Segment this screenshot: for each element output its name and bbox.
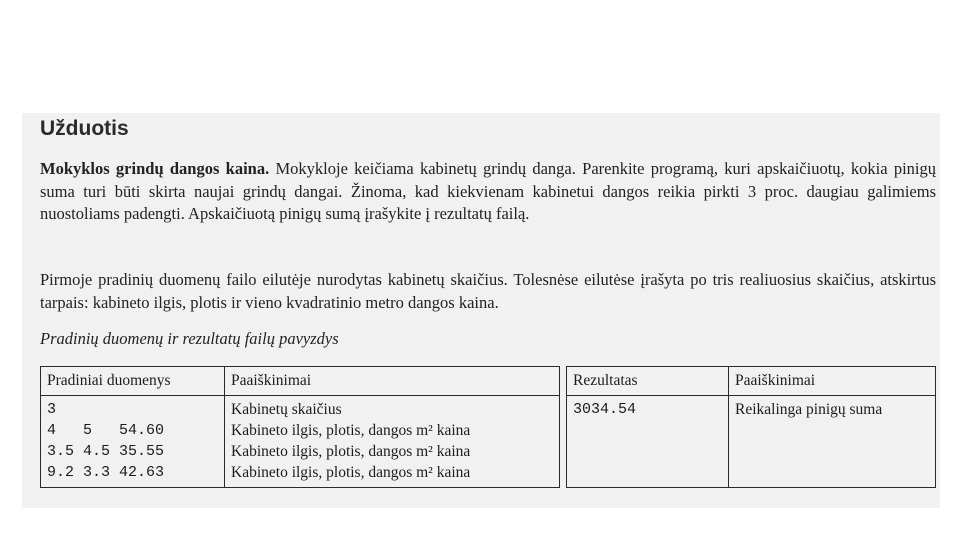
result-cell	[567, 396, 729, 488]
input-notes-header: Paaiškinimai	[225, 367, 560, 396]
task-heading: Užduotis	[40, 117, 129, 140]
scanned-page	[22, 113, 940, 508]
input-note-line: Kabinetų skaičius	[231, 401, 342, 418]
input-data-cell	[41, 396, 225, 488]
task-paragraph-1	[40, 158, 936, 226]
input-data-line: 4 5 54.60	[47, 422, 165, 439]
input-data-table	[40, 366, 560, 488]
input-notes-cell	[225, 396, 560, 488]
result-note: Reikalinga pinigų suma	[735, 401, 883, 418]
task-description: Mokykloje keičiama kabinetų grindų danga. Parenkite programą, kuri apskaičiuotų, kokia pinigų suma turi būti skirta naujai grindų dangai. Žinoma, kad kiekvienam kabinetui dangos reikia pirkti 3 proc. daugiau galimiems nuostoliams padengti. Apskaičiuotą pinigų sumą įrašykite į rezultatų failą.	[40, 159, 936, 223]
input-note-line: Kabineto ilgis, plotis, dangos m² kaina	[231, 443, 471, 460]
input-note-line: Kabineto ilgis, plotis, dangos m² kaina	[231, 464, 471, 481]
result-notes-header: Paaiškinimai	[729, 367, 936, 396]
input-data-line: 3	[47, 401, 57, 418]
task-title: Mokyklos grindų dangos kaina.	[40, 159, 270, 178]
input-note-line: Kabineto ilgis, plotis, dangos m² kaina	[231, 422, 471, 439]
result-table	[566, 366, 936, 488]
result-value: 3034.54	[573, 401, 637, 418]
input-data-line: 9.2 3.3 42.63	[47, 464, 165, 481]
task-paragraph-2: Pirmoje pradinių duomenų failo eilutėje nurodytas kabinetų skaičius. Tolesnėse eilutėse įrašyta po tris realiuosius skaičius, atskirtus tarpais: kabineto ilgis, plotis ir vieno kvadratinio metro dangos kaina.	[40, 270, 936, 312]
input-data-line: 3.5 4.5 35.55	[47, 443, 165, 460]
result-header: Rezultatas	[567, 367, 729, 396]
example-heading: Pradinių duomenų ir rezultatų failų pavyzdys	[40, 329, 339, 348]
input-data-header: Pradiniai duomenys	[41, 367, 225, 396]
result-notes-cell	[729, 396, 936, 488]
